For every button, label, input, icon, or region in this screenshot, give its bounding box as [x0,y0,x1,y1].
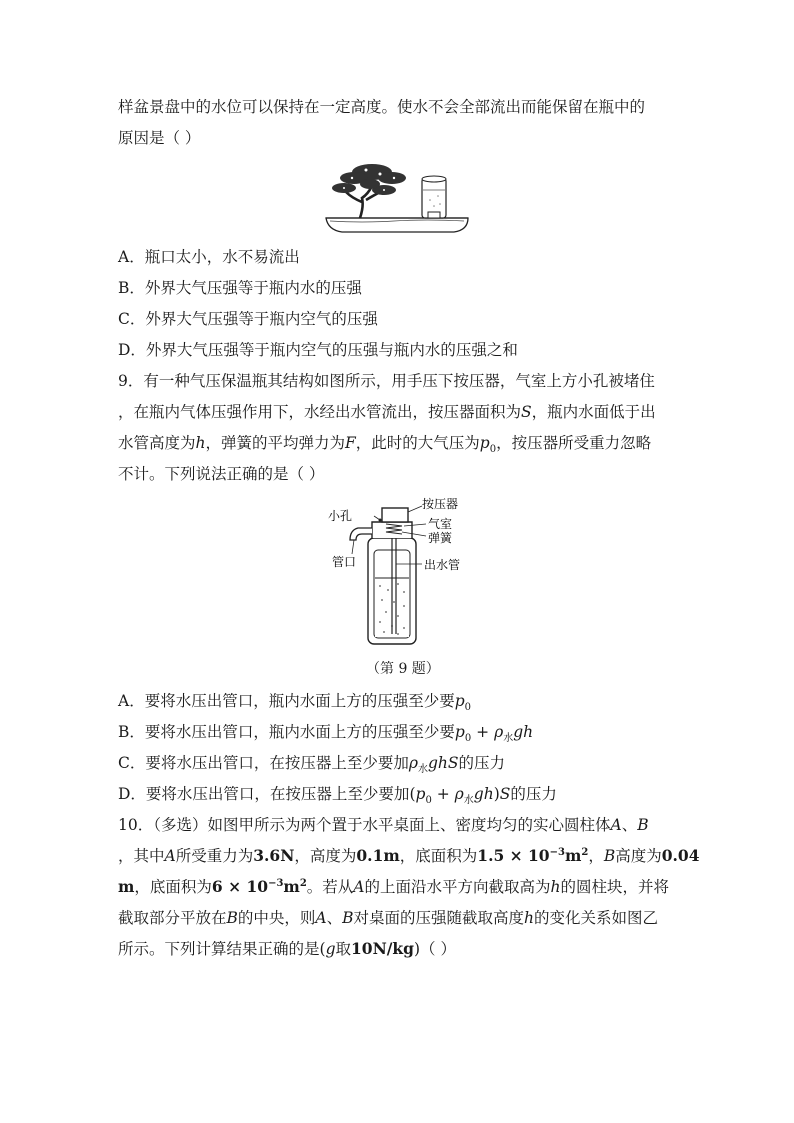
q8-option-d: D．外界大气压强等于瓶内空气的压强与瓶内水的压强之和 [118,341,518,359]
q9-option-a: A．要将水压出管口，瓶内水面上方的压强至少要$p_0$ [118,692,472,714]
q8-option-c: C．外界大气压强等于瓶内空气的压强 [118,310,378,328]
q10-line-3: m，底面积为$6 \times 10^{-3}m^2$。若从A的上面沿水平方向截取高为h的圆柱块，并将 [118,877,670,896]
q10-line-2: ，其中A所受重力为3.6N，高度为0.1m，底面积为$1.5 \times 10^{-3}m^2$，B高度为0.04 [118,846,700,865]
q9-stem-line-2: ，在瓶内气体压强作用下，水经出水管流出，按压器面积为S，瓶内水面低于出 [118,403,656,421]
label-mouth: 管口 [332,555,357,569]
q8-stem-line-2: 原因是（ ） [118,129,201,147]
label-press: 按压器 [422,497,459,511]
q10-line-5: 所示。下列计算结果正确的是(g取10N/kg)（ ） [118,939,456,958]
bonsai-bottle-figure [322,160,472,236]
label-tube: 出水管 [424,558,461,572]
q8-option-a: A．瓶口太小，水不易流出 [118,248,300,266]
figure-caption: （第 9 题） [366,661,440,677]
q9-stem-line-4: 不计。下列说法正确的是（ ） [118,465,325,483]
q8-option-b: B．外界大气压强等于瓶内水的压强 [118,279,362,297]
q9-option-b: B．要将水压出管口，瓶内水面上方的压强至少要$p_0 + \rho_水gh$ [118,723,534,745]
q8-stem-line-1: 样盆景盘中的水位可以保持在一定高度。使水不会全部流出而能保留在瓶中的 [118,98,646,116]
q10-line-1: 10．（多选）如图甲所示为两个置于水平桌面上、密度均匀的实心圆柱体A、B [118,816,649,834]
label-spring: 弹簧 [428,531,453,545]
q10-line-4: 截取部分平放在B的中央，则A、B对桌面的压强随截取高度h的变化关系如图乙 [118,909,659,927]
thermos-figure [318,494,478,654]
q9-option-c: C．要将水压出管口，在按压器上至少要加$\rho_水ghS$的压力 [118,754,506,776]
label-hole: 小孔 [328,509,353,523]
label-chamber: 气室 [428,517,453,531]
q9-stem-line-1: 9．有一种气压保温瓶其结构如图所示，用手压下按压器，气室上方小孔被堵住 [118,372,655,390]
q9-option-d: D．要将水压出管口，在按压器上至少要加$(p_0 + \rho_水gh)S$的压力 [118,785,557,807]
q9-stem-line-3: 水管高度为h，弹簧的平均弹力为F，此时的大气压为$p_0$，按压器所受重力忽略 [118,434,652,456]
